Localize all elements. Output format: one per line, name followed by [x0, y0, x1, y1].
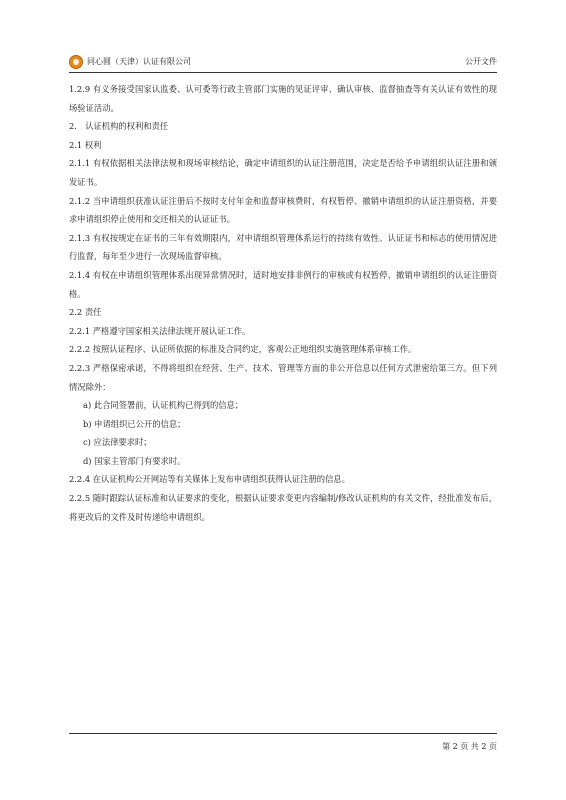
clause-2-2-5: 2.2.5 随时跟踪认证标准和认证要求的变化，根据认证要求变更内容编制/修改认证机构的有关文件，经批准发布后，将更改后的文件及时传递给申请组织。	[69, 493, 497, 522]
list-item-d: d) 国家主管部门有要求时。	[83, 455, 186, 466]
subsection-heading-2-2: 2.2 责任	[69, 307, 102, 318]
company-name: 同心圆（天津）认证有限公司	[87, 57, 191, 66]
clause-2-2-4: 2.2.4 在认证机构公开网站等有关媒体上发布申请组织获得认证注册的信息。	[69, 474, 350, 485]
clause-2-2-1: 2.2.1 严格遵守国家相关法律法规开展认证工作。	[69, 325, 251, 336]
document-body	[69, 80, 497, 526]
clause-2-1-2: 2.1.2 当申请组织获准认证注册后不按时支付年金和监督审核费时，有权暂停、撤销申请组织的认证注册资格，并要求申请组织停止使用和交还相关的认证证书。	[69, 195, 497, 225]
clause-1-2-9: 1.2.9 有义务接受国家认监委、认可委等行政主管部门实施的见证评审、确认审核、监督抽查等有关认证有效性的现场验证活动。	[69, 84, 497, 113]
clause-2-1-4: 2.1.4 有权在申请组织管理体系出现异常情况时，适时地安排非例行的审核或有权暂停、撤销申请组织的认证注册资格。	[69, 269, 497, 299]
page-number: 第 2 页 共 2 页	[442, 742, 497, 751]
clause-2-1-3: 2.1.3 有权按规定在证书的三年有效期限内，对申请组织管理体系运行的持续有效性、认证证书和标志的使用情况进行监督，每年至少进行一次现场监督审核。	[69, 232, 497, 262]
footer-divider	[69, 733, 497, 734]
section-heading-2: 2. 认证机构的权利和责任	[69, 121, 169, 132]
subsection-heading-2-1: 2.1 权利	[69, 139, 102, 150]
document-classification: 公开文件	[465, 57, 497, 66]
clause-2-2-3: 2.2.3 严格保密承诺，不得将组织在经营、生产、技术、管理等方面的非公开信息以任何方式泄密给第三方。但下列情况除外：	[69, 362, 497, 392]
page-header	[69, 54, 497, 73]
clause-2-1-1: 2.1.1 有权依据相关法律法规和现场审核结论，确定申请组织的认证注册范围，决定是否给予申请组织认证注册和颁发证书。	[69, 158, 497, 187]
list-item-a: a) 此合同签署前，认证机构已得到的信息；	[83, 400, 244, 411]
company-logo-icon	[69, 55, 83, 69]
list-item-c: c) 应法律要求时；	[83, 437, 152, 448]
clause-2-2-2: 2.2.2 按照认证程序、认证所依据的标准及合同约定，客观公正地组织实施管理体系审核工作。	[69, 344, 417, 355]
list-item-b: b) 申请组织已公开的信息；	[83, 418, 186, 429]
